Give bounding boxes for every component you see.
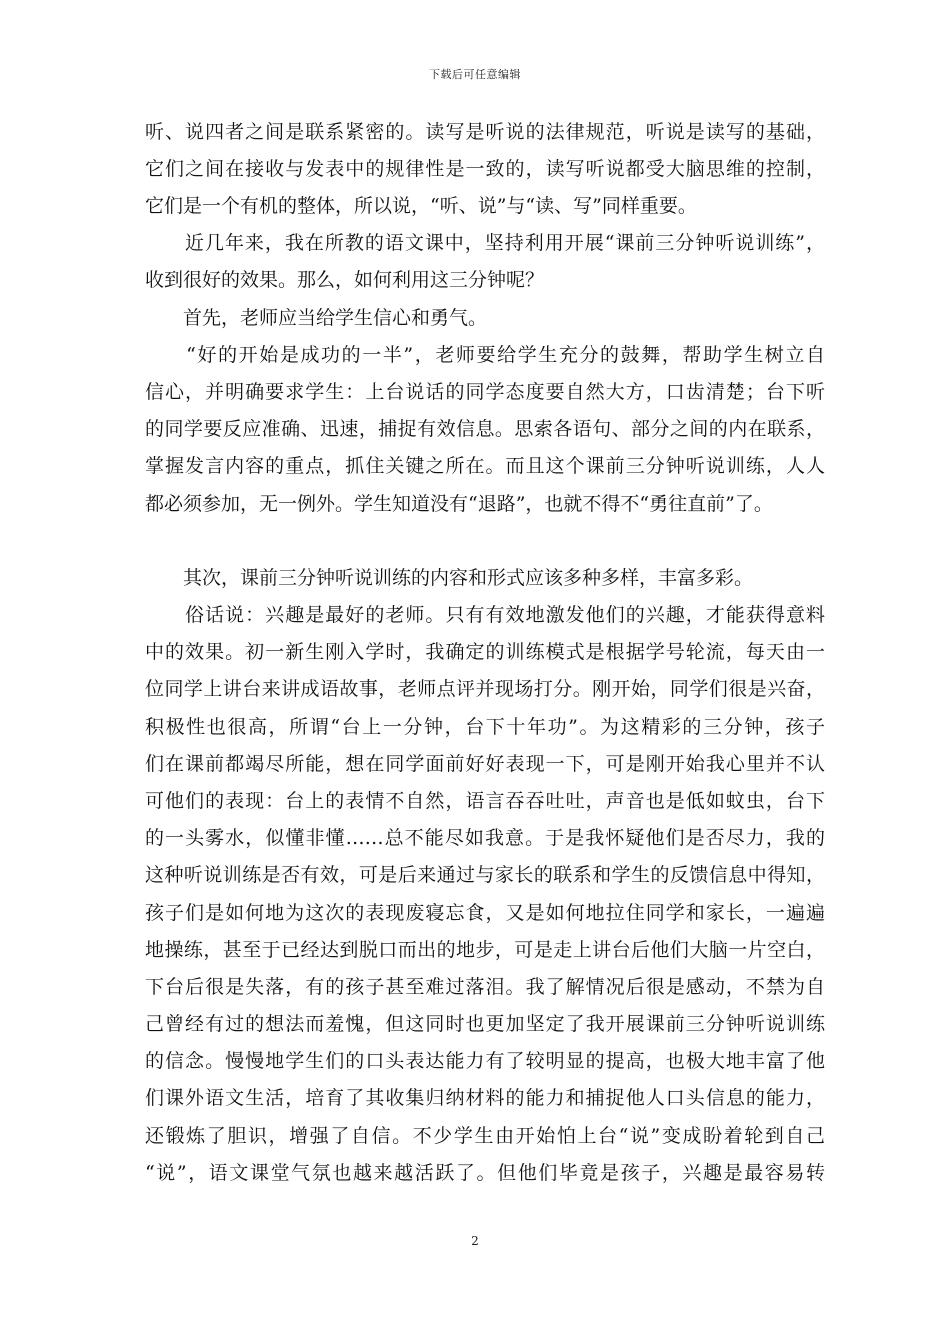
text-line: 中的效果。初一新生刚入学时，我确定的训练模式是根据学号轮流，每天由一	[145, 641, 825, 663]
text-line: 己曾经有过的想法而羞愧，但这同时也更加坚定了我开展课前三分钟听说训练	[145, 1013, 825, 1035]
page-number: 2	[471, 1234, 479, 1248]
text-line: 近几年来，我在所教的语文课中，坚持利用开展“课前三分钟听说训练”，	[145, 232, 825, 254]
text-line: 这种听说训练是否有效，可是后来通过与家长的联系和学生的反馈信息中得知，	[145, 864, 825, 886]
text-line: 地操练，甚至于已经达到脱口而出的地步，可是走上讲台后他们大脑一片空白，	[145, 939, 825, 961]
text-line: 的同学要反应准确、迅速，捕捉有效信息。思索各语句、部分之间的内在联系，	[145, 418, 825, 440]
text-line: 们课外语文生活，培育了其收集归纳材料的能力和捕捉他人口头信息的能力，	[145, 1087, 825, 1109]
text-line: 俗话说：兴趣是最好的老师。只有有效地激发他们的兴趣，才能获得意料	[145, 604, 825, 626]
text-line: 的信念。慢慢地学生们的口头表达能力有了较明显的提高，也极大地丰富了他	[145, 1050, 825, 1072]
text-line: 掌握发言内容的重点，抓住关键之所在。而且这个课前三分钟听说训练，人人	[145, 455, 825, 477]
page-header: 下载后可任意编辑	[429, 68, 521, 81]
text-line: 收到很好的效果。那么，如何利用这三分钟呢？	[145, 269, 545, 291]
text-line: 它们是一个有机的整体，所以说，“听、说”与“读、写”同样重要。	[145, 195, 697, 217]
text-line: 它们之间在接收与发表中的规律性是一致的，读写听说都受大脑思维的控制，	[145, 158, 825, 180]
text-line: 听、说四者之间是联系紧密的。读写是听说的法律规范，听说是读写的基础，	[145, 121, 825, 143]
text-line: 们在课前都竭尽所能，想在同学面前好好表现一下，可是刚开始我心里并不认	[145, 753, 825, 775]
text-line: 积极性也很高，所谓“台上一分钟，台下十年功”。为这精彩的三分钟，孩子	[145, 716, 825, 738]
text-line: 孩子们是如何地为这次的表现废寝忘食，又是如何地拉住同学和家长，一遍遍	[145, 902, 825, 924]
text-line: 还锻炼了胆识，增强了自信。不少学生由开始怕上台“说”变成盼着轮到自己	[145, 1125, 825, 1147]
text-line: 信心，并明确要求学生：上台说话的同学态度要自然大方，口齿清楚；台下听	[145, 381, 825, 403]
text-line: 的一头雾水，似懂非懂……总不能尽如我意。于是我怀疑他们是否尽力，我的	[145, 827, 825, 849]
text-line: 其次，课前三分钟听说训练的内容和形式应该多种多样，丰富多彩。	[145, 567, 754, 589]
text-line: 都必须参加，无一例外。学生知道没有“退路”，也就不得不“勇往直前”了。	[145, 493, 773, 515]
text-line: 可他们的表现：台上的表情不自然，语言吞吞吐吐，声音也是低如蚊虫，台下	[145, 790, 825, 812]
text-line: “说”，语文课堂气氛也越来越活跃了。但他们毕竟是孩子，兴趣是最容易转	[145, 1162, 825, 1184]
text-line: 下台后很是失落，有的孩子甚至难过落泪。我了解情况后很是感动，不禁为自	[145, 976, 825, 998]
text-line: 位同学上讲台来讲成语故事，老师点评并现场打分。刚开始，同学们很是兴奋，	[145, 678, 825, 700]
text-line: “好的开始是成功的一半”，老师要给学生充分的鼓舞，帮助学生树立自	[145, 344, 825, 366]
text-line: 首先，老师应当给学生信心和勇气。	[145, 307, 488, 329]
